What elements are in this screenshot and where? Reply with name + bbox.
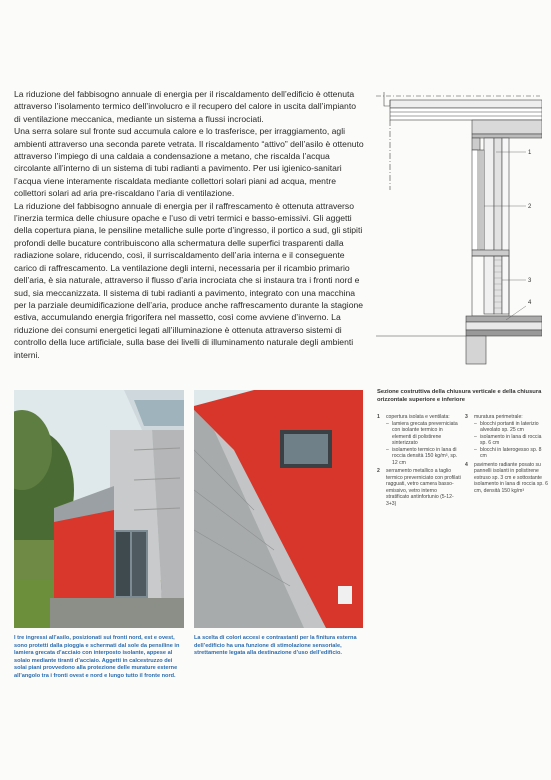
paragraph-solar-greenhouse: Una serra solare sul fronte sud accumula calore e lo trasferisce, per irraggiamento, agli ambienti attraverso una seconda parete vetrata. Il riscaldamento “attivo” dell’asilo è ottenuto attraverso l’impiego di una caldaia a condensazione a metano, che riscalda l’acqua circolante all’interno di un sistema di tubi radianti a pavimento. Per usi igienico-sanitari l’acqua viene interamente riscaldata mediante collettori solari piani ad acqua, mentre collettori solari ad aria pre-riscaldano l’aria di ventilazione.: [14, 126, 364, 199]
legend-item: – lamiera grecata preverniciata con isolante termico in elementi di polistirene sinterizzato: [386, 421, 461, 447]
photo-entrance-image: [14, 390, 184, 628]
paragraph-cooling: La riduzione del fabbisogno annuale di energia per il raffrescamento è ottenuta attraverso l’inerzia termica delle chiusure opache e l’uso di vetri termici e basso-emissivi. Gli aggetti della copertura piana, le pensiline metalliche sulle porte d’ingresso, il portico a sud, gli stipiti profondi delle bucature contribuiscono alla schermatura delle superfici trasparenti dalla radiazione solare, riducendo, così, il surriscaldamento dell’aria interna e il conseguente carico di raffrescamento. La ventilazione degli interni, necessaria per il ricambio primario dell’aria, è sia naturale, attraverso il flusso d’aria incrociata che si instaura tra i fronti nord e sud, sia meccanizzata. Il sistema di tubi radianti a pavimento, integrato con una macchina per la parziale deumidificazione dell’aria, produce anche raffrescamento durante la stagione estiva, accumulando energia frigorifera nel massetto, così come avviene d’inverno. La riduzione dei consumi energetici legati all’illuminazione è ottenuta attraverso sistemi di controllo della luce artificiale, sulla base dei livelli di illuminamento naturale degli ambienti interni.: [14, 200, 364, 360]
legend-item: – isolamento termico in lana di roccia densità 150 kg/m³, sp. 12 cm: [386, 447, 461, 467]
legend-title: serramento metallico a taglio termico preverniciato con profilati ragguati, vetro camera basso-emissivo, vetro interno stratificato antinfortunio (5-12-3+3): [386, 468, 461, 507]
legend-entry-1: [377, 414, 461, 466]
legend-column-2: [465, 414, 549, 496]
legend-entry-2: [377, 468, 461, 507]
legend-number: 1: [377, 414, 380, 420]
caption-facade: La scelta di colori accesi e contrastanti per la finitura esterna dell’edificio ha una funzione di stimolazione sensoriale, strettamente legata alla destinazione d’uso dell’edificio.: [194, 635, 357, 657]
legend-item: – blocchi portanti in laterizio alveolato sp. 25 cm: [474, 421, 549, 434]
legend-entry-4: [465, 462, 549, 495]
photo-facade-image: [194, 390, 363, 628]
legend-title: muratura perimetrale:: [474, 414, 523, 420]
paragraph-heating: La riduzione del fabbisogno annuale di energia per il riscaldamento dell’edificio è ottenuta attraverso l’isolamento termico dell’involucro e il recupero del calore in uscita dall’impianto di ventilazione meccanica, mediante un sistema a flussi incrociati.: [14, 89, 357, 124]
drawing-label-4: 4: [528, 300, 532, 306]
drawing-label-2: 2: [528, 204, 532, 210]
legend-title: copertura isolata e ventilata:: [386, 414, 450, 420]
photo-facade: [194, 390, 363, 628]
construction-section-drawing: [376, 90, 542, 370]
section-title: Sezione costruttiva della chiusura verticale e della chiusura orizzontale superiore e inferiore: [377, 389, 542, 403]
drawing-label-1: 1: [528, 150, 532, 156]
legend-number: 2: [377, 468, 380, 474]
photo-entrance: [14, 390, 184, 628]
legend-item: – blocchi in laterogesso sp. 8 cm: [474, 447, 549, 460]
legend-entry-3: [465, 414, 549, 460]
legend-number: 3: [465, 414, 468, 420]
legend-item: – isolamento in lana di roccia sp. 6 cm: [474, 434, 549, 447]
legend-column-1: [377, 414, 461, 509]
body-text: [14, 88, 364, 361]
legend-number: 4: [465, 461, 468, 468]
legend-title: pavimento radiante posato su pannelli isolanti in polistirene estruso sp. 3 cm e sottostante isolamento in lana di roccia sp. 6 cm, densità 150 kg/m³: [474, 461, 548, 494]
caption-entrance: I tre ingressi all’asilo, posizionati sui fronti nord, est e ovest, sono protetti dalla pioggia e schermati dal sole da pensiline in lamiera grecata d’acciaio con interposto isolante, appese al solaio mediante tiranti d’acciaio. Aggetti in calcestruzzo dei solai piani provvedono alla protezione delle murature esterne all’angolo tra i fronti ovest e nord e lungo tutto il fronte nord.: [14, 635, 180, 679]
drawing-label-3: 3: [528, 278, 532, 284]
